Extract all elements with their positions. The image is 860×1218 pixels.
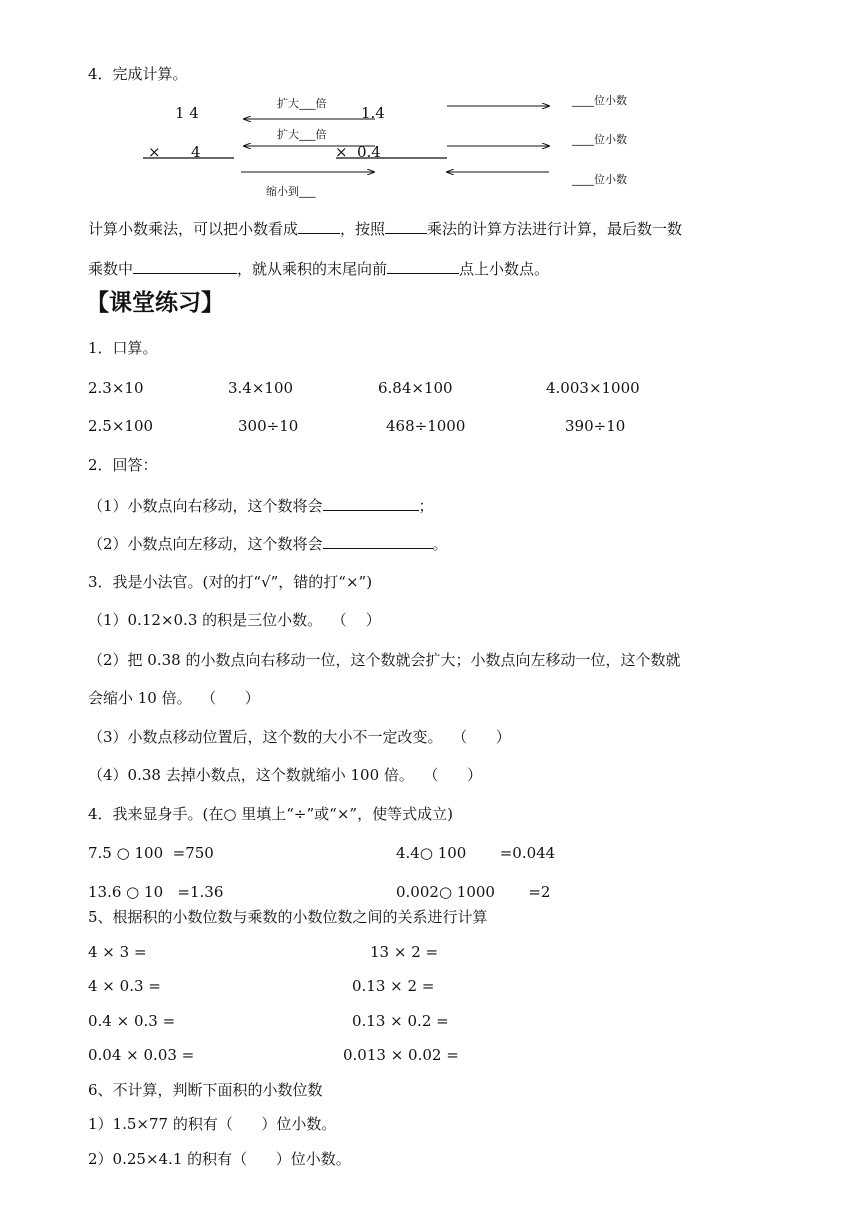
integer-multiplicand: 1 4 — [175, 104, 199, 122]
p5-left-2: 4 × 0.3 = — [88, 977, 161, 995]
p5-left-1: 4 × 3 = — [88, 943, 147, 961]
p1-r1c1: 2.3×10 — [88, 379, 144, 397]
p2-title: 2．回答： — [88, 456, 158, 474]
p2-blank-a[interactable] — [323, 495, 419, 511]
p1-r1c4: 4.003×1000 — [546, 379, 640, 397]
result1-blank: ____位小数 — [572, 94, 627, 107]
p6-title: 6、不计算，判断下面积的小数位数 — [88, 1081, 323, 1099]
arrow3-label: 缩小到___ — [266, 185, 316, 198]
integer-multiplier: 4 — [191, 143, 201, 161]
p1-r2c1: 2.5×100 — [88, 417, 154, 435]
p4-eq-1: 7.5 ○ 100 =750 — [88, 844, 214, 862]
p2-blank-b[interactable] — [323, 533, 433, 549]
p5-right-3: 0.13 × 0.2 = — [352, 1012, 449, 1030]
q4-summary-line2: 乘数中 ，就从乘积的末尾向前 点上小数点。 — [88, 260, 550, 278]
p5-right-4: 0.013 × 0.02 = — [343, 1046, 459, 1064]
blank-1[interactable] — [298, 218, 340, 234]
section-title: 【课堂练习】 — [86, 290, 224, 316]
integer-times-sign: × — [148, 143, 161, 161]
p3-item-4: （4）0.38 去掉小数点，这个数就缩小 100 倍。 （ ） — [88, 766, 483, 784]
p1-title: 1．口算。 — [88, 339, 158, 357]
p5-left-4: 0.04 × 0.03 = — [88, 1046, 195, 1064]
p5-left-3: 0.4 × 0.3 = — [88, 1012, 176, 1030]
arrow1-label: 扩大___倍 — [277, 97, 327, 110]
p1-r2c2: 300÷10 — [238, 417, 299, 435]
p2-item-b: （2）小数点向左移动，这个数将会 。 — [88, 535, 448, 553]
p5-right-2: 0.13 × 2 = — [352, 977, 435, 995]
p4-eq-3: 13.6 ○ 10 =1.36 — [88, 883, 224, 901]
p3-item-3: （3）小数点移动位置后，这个数的大小不一定改变。 （ ） — [88, 728, 511, 746]
q4-title: 4．完成计算。 — [88, 65, 188, 83]
result2-blank: ____位小数 — [572, 133, 627, 146]
p4-title: 4．我来显身手。(在○ 里填上“÷”或“×”，使等式成立) — [88, 805, 453, 823]
p3-item-2a: （2）把 0.38 的小数点向右移动一位，这个数就会扩大；小数点向左移动一位，这个数就 — [88, 651, 681, 669]
blank-4[interactable] — [387, 258, 459, 274]
p3-title: 3．我是小法官。(对的打“√”，错的打“×”) — [88, 573, 373, 591]
p6-item-1: 1）1.5×77 的积有（ ）位小数。 — [88, 1115, 337, 1133]
arrow2-label: 扩大___倍 — [277, 128, 327, 141]
p5-right-1: 13 × 2 = — [370, 943, 439, 961]
p4-eq-4: 0.002○ 1000 =2 — [396, 883, 551, 901]
p3-item-2b: 会缩小 10 倍。 （ ） — [88, 689, 260, 707]
p1-r1c2: 3.4×100 — [228, 379, 294, 397]
decimal-multiplier: 0.4 — [357, 143, 381, 161]
p5-title: 5、根据积的小数位数与乘数的小数位数之间的关系进行计算 — [88, 908, 488, 926]
p1-r2c4: 390÷10 — [565, 417, 626, 435]
p3-item-1: （1）0.12×0.3 的积是三位小数。 （ ） — [88, 611, 381, 629]
blank-2[interactable] — [385, 218, 427, 234]
p6-item-2: 2）0.25×4.1 的积有（ ）位小数。 — [88, 1150, 351, 1168]
arrows-diagram — [0, 0, 860, 220]
q4-summary-line1: 计算小数乘法，可以把小数看成 ，按照 乘法的计算方法进行计算，最后数一数 — [88, 220, 683, 238]
decimal-multiplicand: 1.4 — [361, 104, 385, 122]
p1-r1c3: 6.84×100 — [378, 379, 453, 397]
p4-eq-2: 4.4○ 100 =0.044 — [396, 844, 556, 862]
decimal-times-sign: × — [335, 143, 348, 161]
p2-item-a: （1）小数点向右移动，这个数将会 ； — [88, 497, 434, 515]
p1-r2c3: 468÷1000 — [386, 417, 466, 435]
result3-blank: ____位小数 — [572, 173, 627, 186]
blank-3[interactable] — [133, 258, 237, 274]
